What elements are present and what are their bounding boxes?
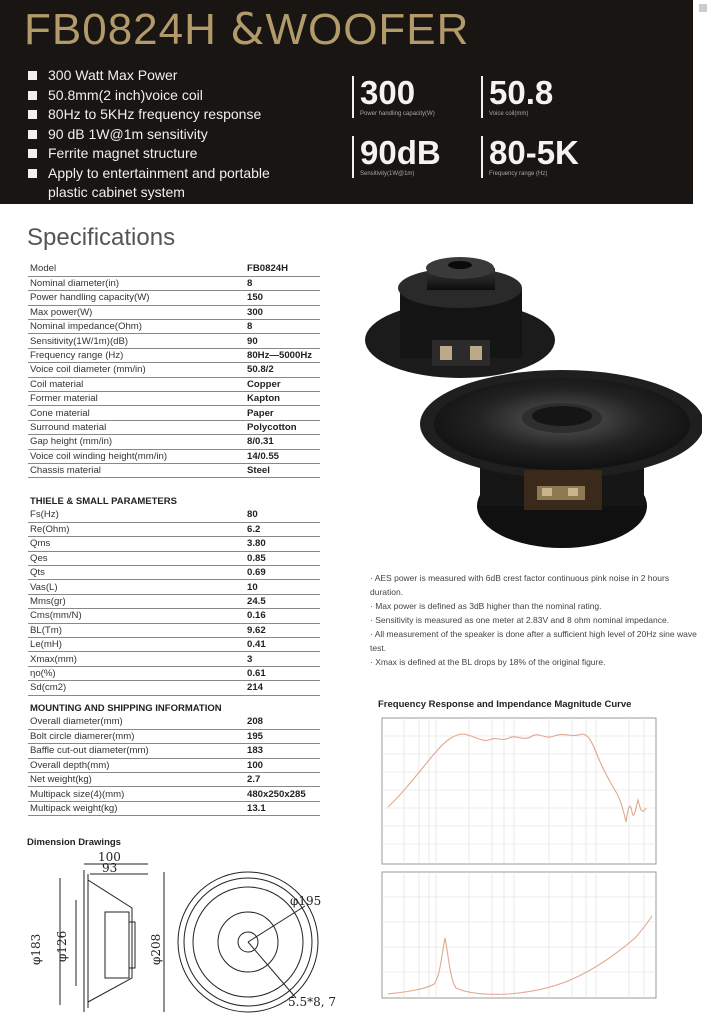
param-name: Gap height (mm/in) bbox=[28, 435, 245, 449]
table-row bbox=[28, 801, 320, 815]
table-row bbox=[28, 594, 320, 608]
table-row bbox=[28, 744, 320, 758]
notes bbox=[370, 571, 700, 669]
bullet-square-icon bbox=[28, 110, 37, 119]
dim-depth-label: 100 bbox=[98, 850, 121, 864]
table-row bbox=[28, 773, 320, 787]
param-value: 0.69 bbox=[245, 566, 320, 580]
param-value: 9.62 bbox=[245, 623, 320, 637]
param-name: Former material bbox=[28, 392, 245, 406]
dim-holes-label: 5.5*8, 7 bbox=[288, 995, 336, 1009]
param-value: 2.7 bbox=[245, 773, 320, 787]
table-row bbox=[28, 291, 320, 305]
param-name: Model bbox=[28, 262, 245, 276]
param-name: Le(mH) bbox=[28, 638, 245, 652]
param-value: 8/0.31 bbox=[245, 435, 320, 449]
param-value: 13.1 bbox=[245, 801, 320, 815]
param-name: Fs(Hz) bbox=[28, 508, 245, 522]
param-value: Kapton bbox=[245, 392, 320, 406]
param-value: 100 bbox=[245, 758, 320, 772]
table-row bbox=[28, 580, 320, 594]
param-name: Voice coil winding height(mm/in) bbox=[28, 449, 245, 463]
param-value: 8 bbox=[245, 276, 320, 290]
stat-power: 300 Power handling capacity(W) bbox=[352, 76, 435, 118]
dim-magnet-depth-label: 93 bbox=[102, 861, 118, 875]
param-name: Multipack size(4)(mm) bbox=[28, 787, 245, 801]
table-row bbox=[28, 392, 320, 406]
bullet-square-icon bbox=[28, 149, 37, 158]
param-name: Sensitivity(1W/1m)(dB) bbox=[28, 334, 245, 348]
ampersand: & bbox=[230, 4, 266, 55]
mounting-table bbox=[28, 715, 320, 816]
param-name: Net weight(kg) bbox=[28, 773, 245, 787]
product-title bbox=[24, 4, 469, 55]
param-value: 80Hz—5000Hz bbox=[245, 348, 320, 362]
param-value: 150 bbox=[245, 291, 320, 305]
product-type: WOOFER bbox=[265, 5, 470, 54]
param-name: Qts bbox=[28, 566, 245, 580]
param-value: 0.16 bbox=[245, 609, 320, 623]
param-name: Bolt circle diamerer(mm) bbox=[28, 729, 245, 743]
param-name: Vas(L) bbox=[28, 580, 245, 594]
corner-dot bbox=[699, 4, 707, 12]
corner-strip bbox=[693, 0, 711, 204]
bullet-square-icon bbox=[28, 130, 37, 139]
param-value: 3.80 bbox=[245, 537, 320, 551]
header-banner bbox=[0, 0, 711, 204]
table-row bbox=[28, 623, 320, 637]
note-item: · Max power is defined as 3dB higher than the nominal rating. bbox=[370, 601, 602, 611]
param-name: Mms(gr) bbox=[28, 594, 245, 608]
graph-title: Frequency Response and Impendance Magnitude Curve bbox=[378, 699, 632, 710]
table-row bbox=[28, 305, 320, 319]
param-value: 183 bbox=[245, 744, 320, 758]
param-name: Overall depth(mm) bbox=[28, 758, 245, 772]
param-name: Nominal diameter(in) bbox=[28, 276, 245, 290]
param-value: 50.8/2 bbox=[245, 363, 320, 377]
note-item: · All measurement of the speaker is done after a sufficient high level of 20Hz sine wave test. bbox=[370, 629, 697, 653]
stat-voice-coil: 50.8 Voice coil(mm) bbox=[481, 76, 553, 118]
specifications-title: Specifications bbox=[27, 224, 176, 251]
param-value: 90 bbox=[245, 334, 320, 348]
table-row bbox=[28, 435, 320, 449]
specifications-table bbox=[28, 262, 320, 478]
mounting-section-title: MOUNTING AND SHIPPING INFORMATION bbox=[30, 703, 222, 714]
ts-section-title: THIELE & SMALL PARAMETERS bbox=[30, 496, 177, 507]
stat-frequency: 80-5K Frequency range (Hz) bbox=[481, 136, 579, 178]
model-name: FB0824H bbox=[24, 5, 217, 54]
impedance-panel bbox=[382, 872, 656, 998]
feature-item: 80Hz to 5KHz frequency response bbox=[28, 105, 298, 125]
table-row bbox=[28, 787, 320, 801]
dim-bolt-label: φ195 bbox=[290, 894, 322, 908]
param-name: Baffle cut-out diameter(mm) bbox=[28, 744, 245, 758]
ts-parameters-table bbox=[28, 508, 320, 696]
param-name: Coil material bbox=[28, 377, 245, 391]
speaker-photo bbox=[362, 248, 702, 558]
param-value: 3 bbox=[245, 652, 320, 666]
param-name: ηo(%) bbox=[28, 666, 245, 680]
param-value: 6.2 bbox=[245, 522, 320, 536]
dimension-drawings-title: Dimension Drawings bbox=[27, 837, 121, 848]
table-row bbox=[28, 449, 320, 463]
table-row bbox=[28, 652, 320, 666]
param-name: Power handling capacity(W) bbox=[28, 291, 245, 305]
param-value: 0.85 bbox=[245, 551, 320, 565]
table-row bbox=[28, 276, 320, 290]
param-value: 214 bbox=[245, 681, 320, 695]
table-row bbox=[28, 666, 320, 680]
param-name: Nominal impedance(Ohm) bbox=[28, 320, 245, 334]
param-value: 300 bbox=[245, 305, 320, 319]
param-value: 80 bbox=[245, 508, 320, 522]
table-row bbox=[28, 715, 320, 729]
param-value: 0.41 bbox=[245, 638, 320, 652]
table-row bbox=[28, 758, 320, 772]
table-row bbox=[28, 262, 320, 276]
param-value: 10 bbox=[245, 580, 320, 594]
table-row bbox=[28, 609, 320, 623]
feature-item: 90 dB 1W@1m sensitivity bbox=[28, 125, 298, 145]
param-value: Polycotton bbox=[245, 420, 320, 434]
bullet-square-icon bbox=[28, 71, 37, 80]
dim-outer-label: φ183 bbox=[29, 933, 43, 965]
param-name: Cms(mm/N) bbox=[28, 609, 245, 623]
param-value: Paper bbox=[245, 406, 320, 420]
table-row bbox=[28, 420, 320, 434]
table-row bbox=[28, 320, 320, 334]
table-row bbox=[28, 729, 320, 743]
table-row bbox=[28, 508, 320, 522]
table-row bbox=[28, 681, 320, 695]
note-item: · Sensitivity is measured as one meter at 2.83V and 8 ohm nominal impedance. bbox=[370, 615, 670, 625]
param-name: Sd(cm2) bbox=[28, 681, 245, 695]
table-row bbox=[28, 334, 320, 348]
dimension-drawing bbox=[20, 850, 350, 1020]
param-value: 208 bbox=[245, 715, 320, 729]
param-name: Chassis material bbox=[28, 463, 245, 477]
param-name: Overall diameter(mm) bbox=[28, 715, 245, 729]
table-row bbox=[28, 566, 320, 580]
param-value: 195 bbox=[245, 729, 320, 743]
param-name: Voice coil diameter (mm/in) bbox=[28, 363, 245, 377]
param-name: BL(Tm) bbox=[28, 623, 245, 637]
param-name: Re(Ohm) bbox=[28, 522, 245, 536]
table-row bbox=[28, 463, 320, 477]
dim-diameter-label: φ208 bbox=[149, 933, 163, 965]
param-name: Multipack weight(kg) bbox=[28, 801, 245, 815]
dim-inner-label: φ126 bbox=[55, 930, 69, 962]
table-row bbox=[28, 551, 320, 565]
param-name: Cone material bbox=[28, 406, 245, 420]
feature-item: 50.8mm(2 inch)voice coil bbox=[28, 86, 298, 106]
param-name: Xmax(mm) bbox=[28, 652, 245, 666]
feature-item: 300 Watt Max Power bbox=[28, 66, 298, 86]
param-value: 14/0.55 bbox=[245, 449, 320, 463]
param-value: FB0824H bbox=[245, 262, 320, 276]
param-name: Qes bbox=[28, 551, 245, 565]
param-value: 8 bbox=[245, 320, 320, 334]
table-row bbox=[28, 348, 320, 362]
param-name: Surround material bbox=[28, 420, 245, 434]
feature-item: Apply to entertainment and portable plastic cabinet system bbox=[28, 164, 298, 203]
param-name: Max power(W) bbox=[28, 305, 245, 319]
feature-item: Ferrite magnet structure bbox=[28, 144, 298, 164]
table-row bbox=[28, 406, 320, 420]
note-item: · Xmax is defined at the BL drops by 18% of the original figure. bbox=[370, 657, 606, 667]
table-row bbox=[28, 377, 320, 391]
param-value: 0.61 bbox=[245, 666, 320, 680]
note-item: · AES power is measured with 6dB crest factor continuous pink noise in 2 hours duration. bbox=[370, 573, 670, 597]
table-row bbox=[28, 537, 320, 551]
table-row bbox=[28, 638, 320, 652]
frequency-response-graph bbox=[374, 712, 664, 1012]
param-value: 24.5 bbox=[245, 594, 320, 608]
bullet-square-icon bbox=[28, 91, 37, 100]
table-row bbox=[28, 522, 320, 536]
param-value: Copper bbox=[245, 377, 320, 391]
param-name: Frequency range (Hz) bbox=[28, 348, 245, 362]
bullet-square-icon bbox=[28, 169, 37, 178]
param-value: 480x250x285 bbox=[245, 787, 320, 801]
param-name: Qms bbox=[28, 537, 245, 551]
param-value: Steel bbox=[245, 463, 320, 477]
feature-list bbox=[28, 66, 298, 203]
table-row bbox=[28, 363, 320, 377]
stat-sensitivity: 90dB Sensitivity(1W@1m) bbox=[352, 136, 441, 178]
